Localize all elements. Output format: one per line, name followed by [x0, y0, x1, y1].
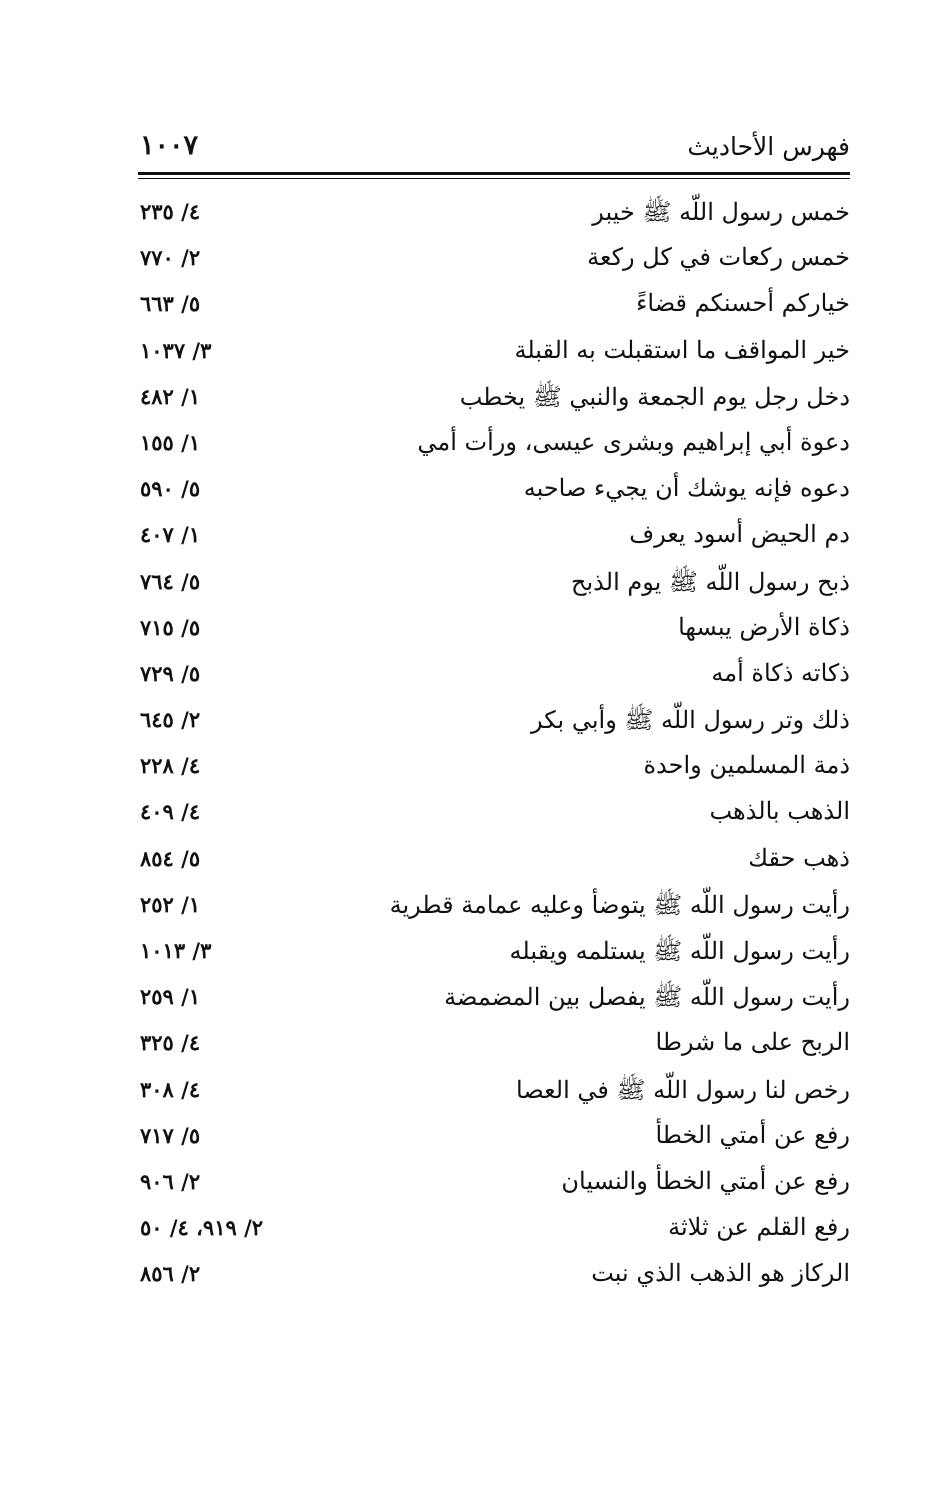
volume-page-reference: ٤/ ٢٣٥	[140, 199, 201, 224]
volume-page-reference: ٤/ ٣٢٥	[140, 1030, 201, 1056]
hadith-text: رفع القلم عن ثلاثة	[668, 1213, 850, 1242]
volume-page-reference: ٥/ ٧٢٩	[140, 660, 201, 686]
header-rule-thick	[138, 172, 850, 175]
volume-page-reference: ٥/ ٨٥٤	[140, 845, 201, 871]
volume-page-reference: ٢/ ٨٥٦	[140, 1261, 201, 1287]
index-entry	[138, 332, 850, 378]
hadith-text: خمس ركعات في كل ركعة	[587, 243, 850, 272]
index-entry	[138, 239, 850, 285]
index-entry	[138, 747, 850, 793]
header-rule-thin	[138, 178, 850, 179]
index-entry	[138, 1117, 850, 1163]
index-entry	[138, 1071, 850, 1117]
index-entry	[138, 516, 850, 562]
volume-page-reference: ٢/ ٩١٩، ٤/ ٥٠	[140, 1215, 264, 1241]
hadith-text: رأيت رسول اللّه ﷺ يستلمه ويقبله	[509, 937, 850, 965]
volume-page-reference: ٥/ ٧١٧	[140, 1122, 201, 1148]
volume-page-reference: ٥/ ٥٩٠	[140, 476, 201, 502]
volume-page-reference: ٢/ ٦٤٥	[140, 707, 201, 733]
hadith-text: رفع عن أمتي الخطأ	[655, 1120, 850, 1149]
index-entry	[138, 793, 850, 839]
hadith-text: ذمة المسلمين واحدة	[643, 751, 850, 780]
index-entry	[138, 1255, 850, 1301]
volume-page-reference: ١/ ٢٥٩	[140, 984, 201, 1010]
hadith-text: الربح على ما شرطا	[655, 1028, 850, 1057]
volume-page-reference: ٤/ ٤٠٩	[140, 799, 201, 825]
index-entry	[138, 932, 850, 978]
index-entry	[138, 1209, 850, 1255]
volume-page-reference: ٣/ ١٠٣٧	[140, 337, 212, 363]
index-entry	[138, 285, 850, 331]
volume-page-reference: ٥/ ٦٦٣	[140, 291, 201, 317]
hadith-text: رأيت رسول اللّه ﷺ يفصل بين المضمضة	[444, 983, 850, 1012]
volume-page-reference: ٣/ ١٠١٣	[140, 938, 212, 963]
hadith-index-list	[138, 193, 850, 1302]
volume-page-reference: ٢/ ٧٧٠	[140, 245, 201, 271]
volume-page-reference: ٤/ ٣٠٨	[140, 1076, 201, 1102]
index-entry	[138, 978, 850, 1024]
index-entry	[138, 609, 850, 655]
index-entry	[138, 840, 850, 886]
volume-page-reference: ١/ ١٥٥	[140, 429, 201, 455]
hadith-text: رأيت رسول اللّه ﷺ يتوضأ وعليه عمامة قطرية	[389, 890, 850, 919]
hadith-text: ذكاة الأرض يبسها	[678, 612, 850, 641]
hadith-text: رفع عن أمتي الخطأ والنسيان	[561, 1166, 850, 1195]
index-entry	[138, 378, 850, 424]
hadith-text: دعوة أبي إبراهيم وبشرى عيسى، ورأت أمي	[417, 427, 850, 456]
volume-page-reference: ١/ ٤٠٧	[140, 522, 201, 548]
page-title: فهرس الأحاديث	[687, 132, 850, 161]
index-entry	[138, 1024, 850, 1070]
hadith-text: خير المواقف ما استقبلت به القبلة	[514, 335, 850, 364]
index-entry	[138, 655, 850, 701]
index-entry	[138, 1163, 850, 1209]
hadith-text: ذكاته ذكاة أمه	[711, 658, 850, 687]
volume-page-reference: ١/ ٢٥٢	[140, 891, 201, 917]
hadith-text: خياركم أحسنكم قضاءً	[636, 289, 850, 318]
index-entry	[138, 563, 850, 609]
hadith-text: ذلك وتر رسول اللّه ﷺ وأبي بكر	[531, 706, 850, 735]
hadith-text: ذبح رسول اللّه ﷺ يوم الذبح	[570, 567, 850, 596]
volume-page-reference: ٥/ ٧٦٤	[140, 568, 201, 594]
volume-page-reference: ٢/ ٩٠٦	[140, 1168, 201, 1194]
volume-page-reference: ٥/ ٧١٥	[140, 614, 201, 640]
hadith-text: خمس رسول اللّه ﷺ خيبر	[592, 198, 850, 226]
index-entry	[138, 886, 850, 932]
hadith-text: ذهب حقك	[748, 843, 850, 872]
hadith-text: دم الحيض أسود يعرف	[629, 520, 850, 549]
page-number: ١٠٠٧	[140, 130, 199, 161]
hadith-text: رخص لنا رسول اللّه ﷺ في العصا	[516, 1075, 850, 1104]
hadith-text: دعوه فإنه يوشك أن يجيء صاحبه	[523, 474, 850, 503]
hadith-text: الركاز هو الذهب الذي نبت	[591, 1259, 850, 1288]
index-entry	[138, 193, 850, 239]
index-entry	[138, 470, 850, 516]
volume-page-reference: ١/ ٤٨٢	[140, 383, 201, 409]
page-header	[138, 128, 850, 168]
volume-page-reference: ٤/ ٢٢٨	[140, 753, 201, 779]
hadith-text: دخل رجل يوم الجمعة والنبي ﷺ يخطب	[459, 382, 850, 411]
hadith-text: الذهب بالذهب	[709, 797, 850, 826]
index-entry	[138, 424, 850, 470]
index-entry	[138, 701, 850, 747]
